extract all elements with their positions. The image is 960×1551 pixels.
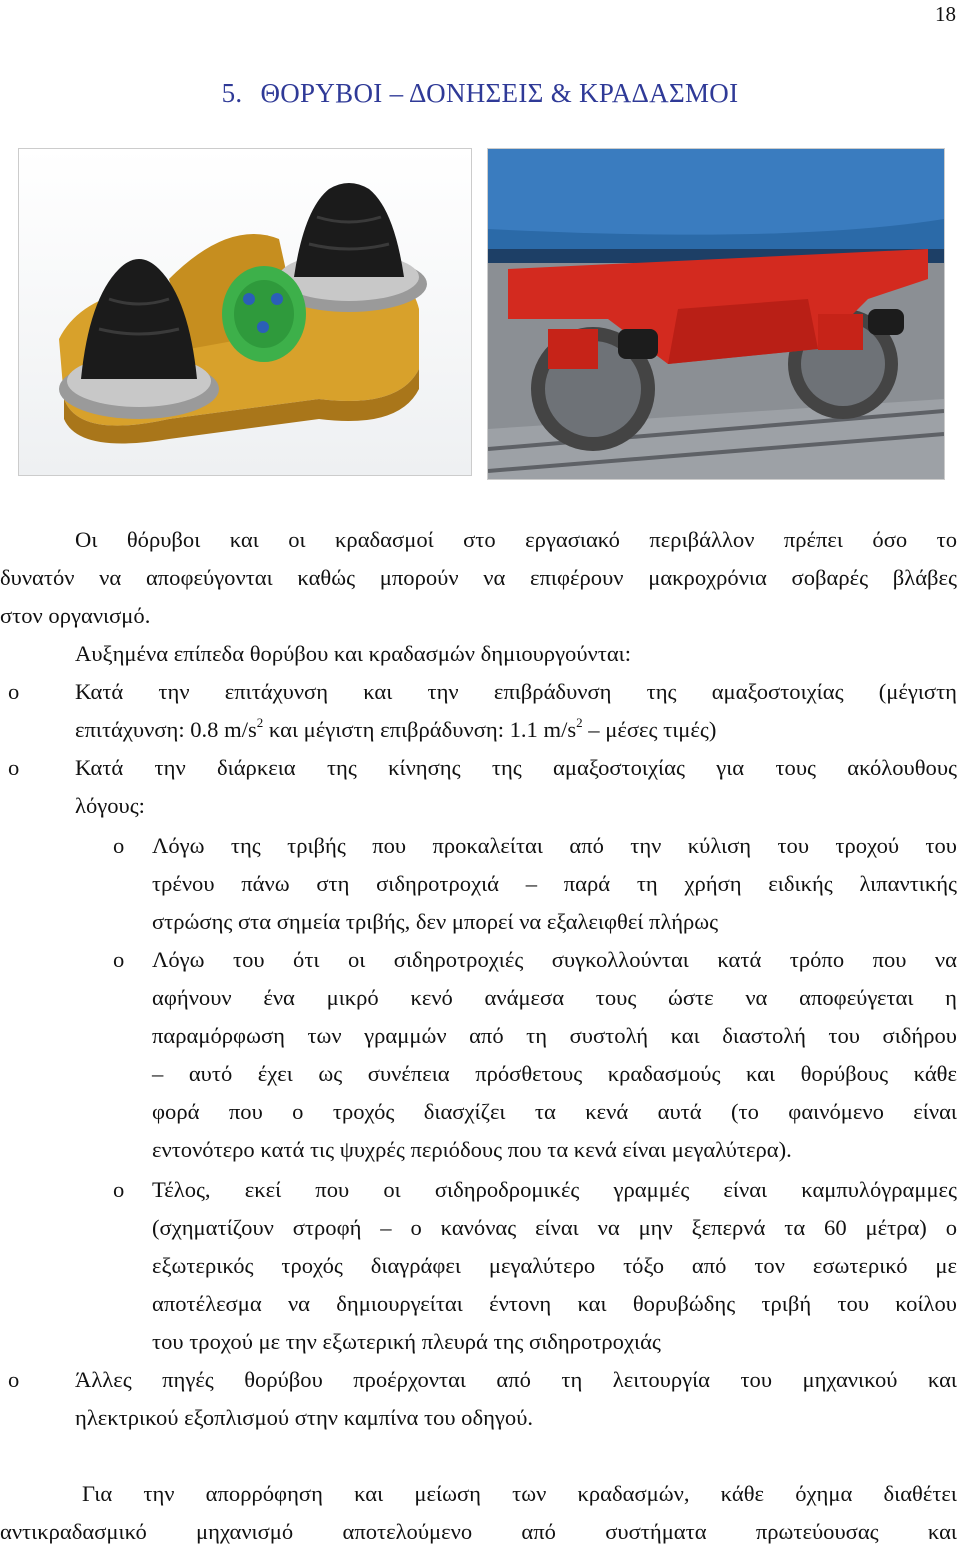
page-number: 18 [935,2,956,26]
item3-line-2: ηλεκτρικού εξοπλισμού στην καμπίνα του οδηγού. [75,1405,534,1430]
sub3-line-2: (σχηματίζουν στροφή – ο κανόνας είναι να μην ξεπερνά τα 60 μέτρα) ο [152,1215,957,1240]
sub3-line-4: αποτέλεσμα να δημιουργείται έντονη και θορυβώδης τριβή του κοίλου [152,1291,957,1316]
section-title: ΘΟΡΥΒΟΙ – ΔΟΝΗΣΕΙΣ & ΚΡΑΔΑΣΜΟΙ [260,78,739,108]
item1-line-2: επιτάχυνση: 0.8 $m/s^2$ και μέγιστη επιβράδυνση: 1.1 $m/s^2$ – μέσες τιμές) [75,715,717,742]
sub1-line-3: στρώσης στα σημεία τριβής, δεν μπορεί να εξαλειφθεί πλήρως [152,909,719,934]
intro-line-2: δυνατόν να αποφεύγονται καθώς μπορούν να επιφέρουν μακροχρόνια σοβαρές βλάβες [0,565,957,590]
sub2-line-5: φορά που ο τροχός διασχίζει τα κενά αυτά (το φαινόμενο είναι [152,1099,957,1124]
sub3-line-1: Τέλος, εκεί που οι σιδηροδρομικές γραμμές είναι καμπυλόγραμμες [152,1177,957,1202]
bullet-marker: o [113,947,125,972]
section-number: 5. [221,78,243,108]
bullet-marker: o [8,679,20,704]
sub2-line-2: αφήνουν ένα μικρό κενό ανάμεσα τους ώστε να αποφεύγεται η [152,985,957,1010]
railway-bogie-image [487,148,945,480]
closing-line-1: Για την απορρόφηση και μείωση των κραδασμών, κάθε όχημα διαθέτει [82,1481,957,1506]
sub1-line-2: τρένου πάνω στη σιδηροτροχιά – παρά τη χρήση ειδικής λιπαντικής [152,871,957,896]
bullet-marker: o [8,1367,20,1392]
intro-line-1: Οι θόρυβοι και οι κραδασμοί στο εργασιακό περιβάλλον πρέπει όσο το [75,527,957,552]
item1-line-1: Κατά την επιτάχυνση και την επιβράδυνση της αμαξοστοιχίας (μέγιστη [75,679,957,704]
intro-line-3: στον οργανισμό. [0,603,151,628]
sub2-line-3: παραμόρφωση των γραμμών από τη συστολή και διαστολή του σιδήρου [152,1023,957,1048]
lead-in-text: Αυξημένα επίπεδα θορύβου και κραδασμών δημιουργούνται: [75,641,632,666]
section-heading [0,78,960,109]
sub2-line-6: εντονότερο κατά τις ψυχρές περιόδους που τα κενά είναι μεγαλύτερα). [152,1137,792,1162]
sub2-line-4: – αυτό έχει ως συνέπεια πρόσθετους κραδασμούς και θορύβους κάθε [152,1061,957,1086]
sub2-line-1: Λόγω του ότι οι σιδηροτροχιές συγκολλούνται κατά τρόπο που να [152,947,957,972]
sub3-line-3: εξωτερικός τροχός διαγράφει μεγαλύτερο τόξο από τον εσωτερικό με [152,1253,957,1278]
suspension-unit-image [18,148,472,476]
sub3-line-5: του τροχού με την εξωτερική πλευρά της σιδηροτροχιάς [152,1329,661,1354]
closing-line-2: αντικραδασμικό μηχανισμό αποτελούμενο από συστήματα πρωτεύουσας και [0,1519,957,1544]
bullet-marker: o [8,755,20,780]
bullet-marker: o [113,833,125,858]
sub1-line-1: Λόγω της τριβής που προκαλείται από την κύλιση του τροχού του [152,833,957,858]
item2-line-1: Κατά την διάρκεια της κίνησης της αμαξοστοιχίας για τους ακόλουθους [75,755,957,780]
item3-line-1: Άλλες πηγές θορύβου προέρχονται από τη λειτουργία του μηχανικού και [75,1367,957,1392]
item2-line-2: λόγους: [75,793,145,818]
bullet-marker: o [113,1177,125,1202]
